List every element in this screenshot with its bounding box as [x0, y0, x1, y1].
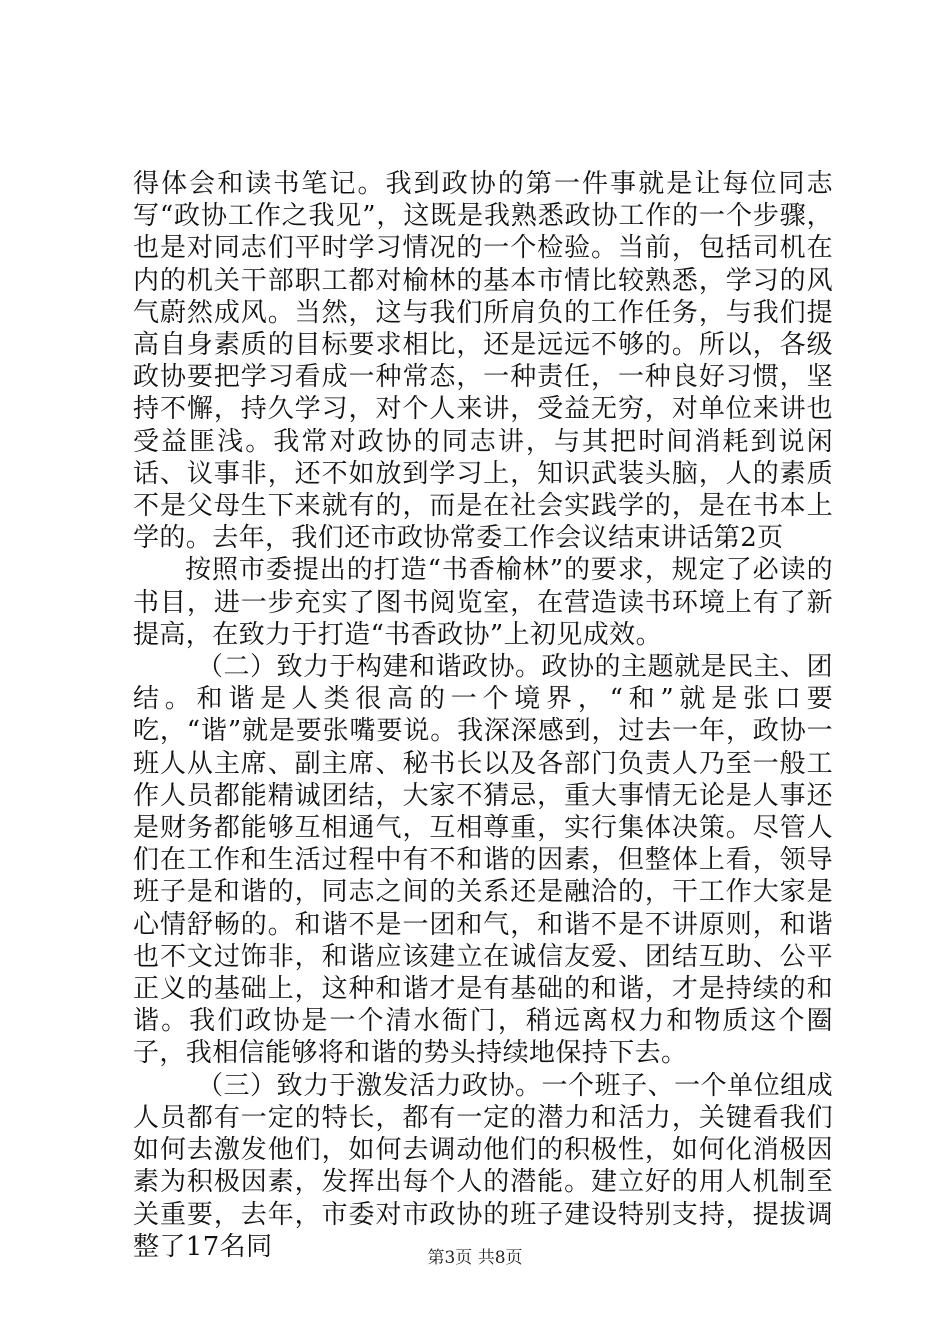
paragraph-reading-plan: 按照市委提出的打造“书香榆林”的要求，规定了必读的书目，进一步充实了图书阅览室，在营造读书环境上有了新提高，在致力于打造“书香政协”上初见成效。	[133, 555, 833, 650]
page-footer: 第3页 共8页	[427, 1248, 523, 1268]
paragraph-vitality: （三）致力于激发活力政协。一个班子、一个单位组成人员都有一定的特长，都有一定的潜力和活力，关键看我们如何去激发他们，如何去调动他们的积极性，如何化消极因素为积极因素，发挥出每个人的潜能。建立好的用人机制至关重要，去年，市委对市政协的班子建设特别支持，提拔调整了17名同	[133, 1070, 833, 1262]
paragraph-harmony: （二）致力于构建和谐政协。政协的主题就是民主、团结。和谐是人类很高的一个境界，“和”就是张口要吃，“谐”就是要张嘴要说。我深深感到，过去一年，政协一班人从主席、副主席、秘书长以及各部门负责人乃至一般工作人员都能精诚团结，大家不猜忌，重大事情无论是人事还是财务都能够互相通气，互相尊重，实行集体决策。尽管人们在工作和生活过程中有不和谐的因素，但整体上看，领导班子是和谐的，同志之间的关系还是融洽的，干工作大家是心情舒畅的。和谐不是一团和气，和谐不是不讲原则，和谐也不文过饰非，和谐应该建立在诚信友爱、团结互助、公平正义的基础上，这种和谐才是有基础的和谐，才是持续的和谐。我们政协是一个清水衙门，稍远离权力和物质这个圈子，我相信能够将和谐的势头持续地保持下去。	[133, 652, 833, 1069]
paragraph-continuation: 得体会和读书笔记。我到政协的第一件事就是让每位同志写“政协工作之我见”，这既是我熟悉政协工作的一个步骤，也是对同志们平时学习情况的一个检验。当前，包括司机在内的机关干部职工都对榆林的基本市情比较熟悉，学习的风气蔚然成风。当然，这与我们所肩负的工作任务，与我们提高自身素质的目标要求相比，还是远远不够的。所以，各级政协要把学习看成一种常态，一种责任，一种良好习惯，坚持不懈，持久学习，对个人来讲，受益无穷，对单位来讲也受益匪浅。我常对政协的同志讲，与其把时间消耗到说闲话、议事非，还不如放到学习上，知识武装头脑，人的素质不是父母生下来就有的，而是在社会实践学的，是在书本上学的。去年，我们还市政协常委工作会议结束讲话第2页	[133, 169, 833, 554]
document-body	[133, 168, 833, 1263]
